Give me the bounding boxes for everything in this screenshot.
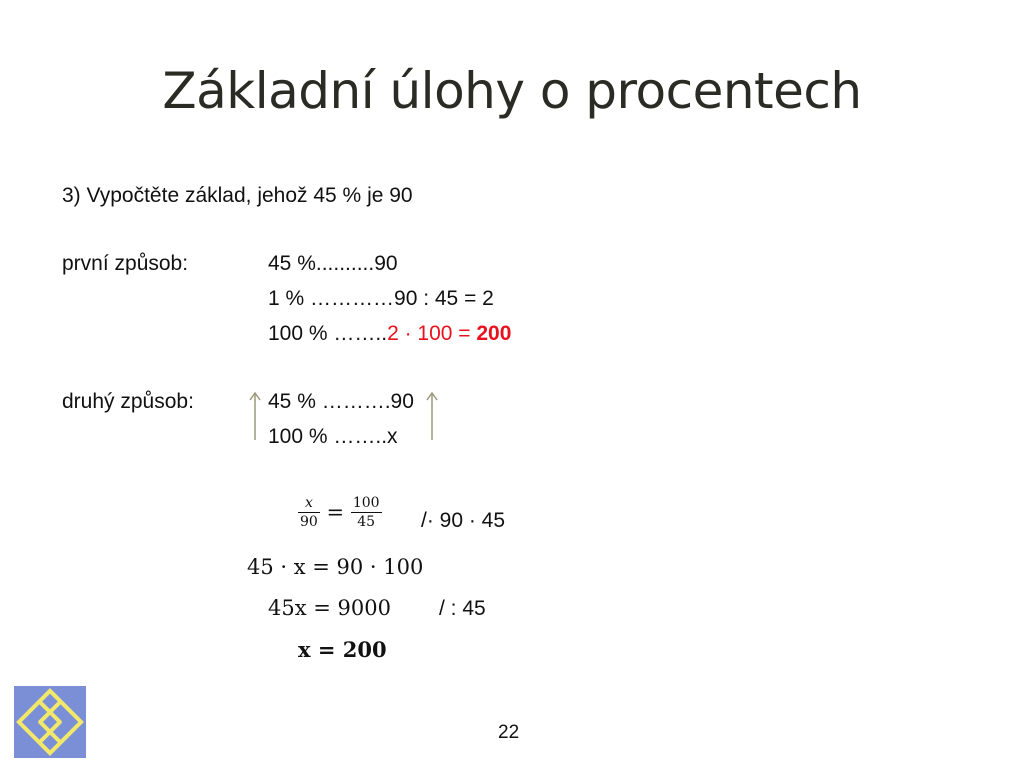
equation-2: 45 · x = 90 · 100 xyxy=(247,555,424,579)
task-text: 3) Vypočtěte základ, jehož 45 % je 90 xyxy=(62,184,413,207)
frac2-num: 100 xyxy=(352,495,380,511)
equals-sign: = xyxy=(326,500,345,525)
logo-icon xyxy=(14,686,86,758)
method1-line1: 45 %..........90 xyxy=(268,252,398,275)
equation-3: 45x = 9000 xyxy=(268,596,391,620)
slide-title: Základní úlohy o procentech xyxy=(162,62,862,120)
page-number: 22 xyxy=(498,722,520,743)
method1-line2: 1 % …………90 : 45 = 2 xyxy=(268,287,494,310)
method2-line2: 100 % ……..x xyxy=(268,425,398,448)
fraction-100-over-45 xyxy=(351,494,382,531)
operation-multiply: /· 90 · 45 xyxy=(421,509,506,532)
frac2-den: 45 xyxy=(357,514,376,530)
up-arrow-icon-right xyxy=(424,390,440,442)
method1-line3 xyxy=(268,322,511,346)
method1-label: první způsob: xyxy=(62,252,189,275)
method2-label: druhý způsob: xyxy=(62,390,194,413)
frac1-den: 90 xyxy=(300,514,318,530)
fraction-x-over-90 xyxy=(298,494,320,531)
method2-line1: 45 % ……….90 xyxy=(268,390,414,413)
equation-proportion xyxy=(298,494,382,531)
operation-divide: / : 45 xyxy=(439,597,486,620)
frac1-num: x xyxy=(298,494,320,513)
equation-result: x = 200 xyxy=(298,637,387,662)
method1-result: 200 xyxy=(476,322,512,345)
method1-line3-red: 2 · 100 = xyxy=(387,322,477,345)
method1-line3-prefix: 100 % …….. xyxy=(268,322,388,345)
up-arrow-icon-left xyxy=(247,390,263,442)
